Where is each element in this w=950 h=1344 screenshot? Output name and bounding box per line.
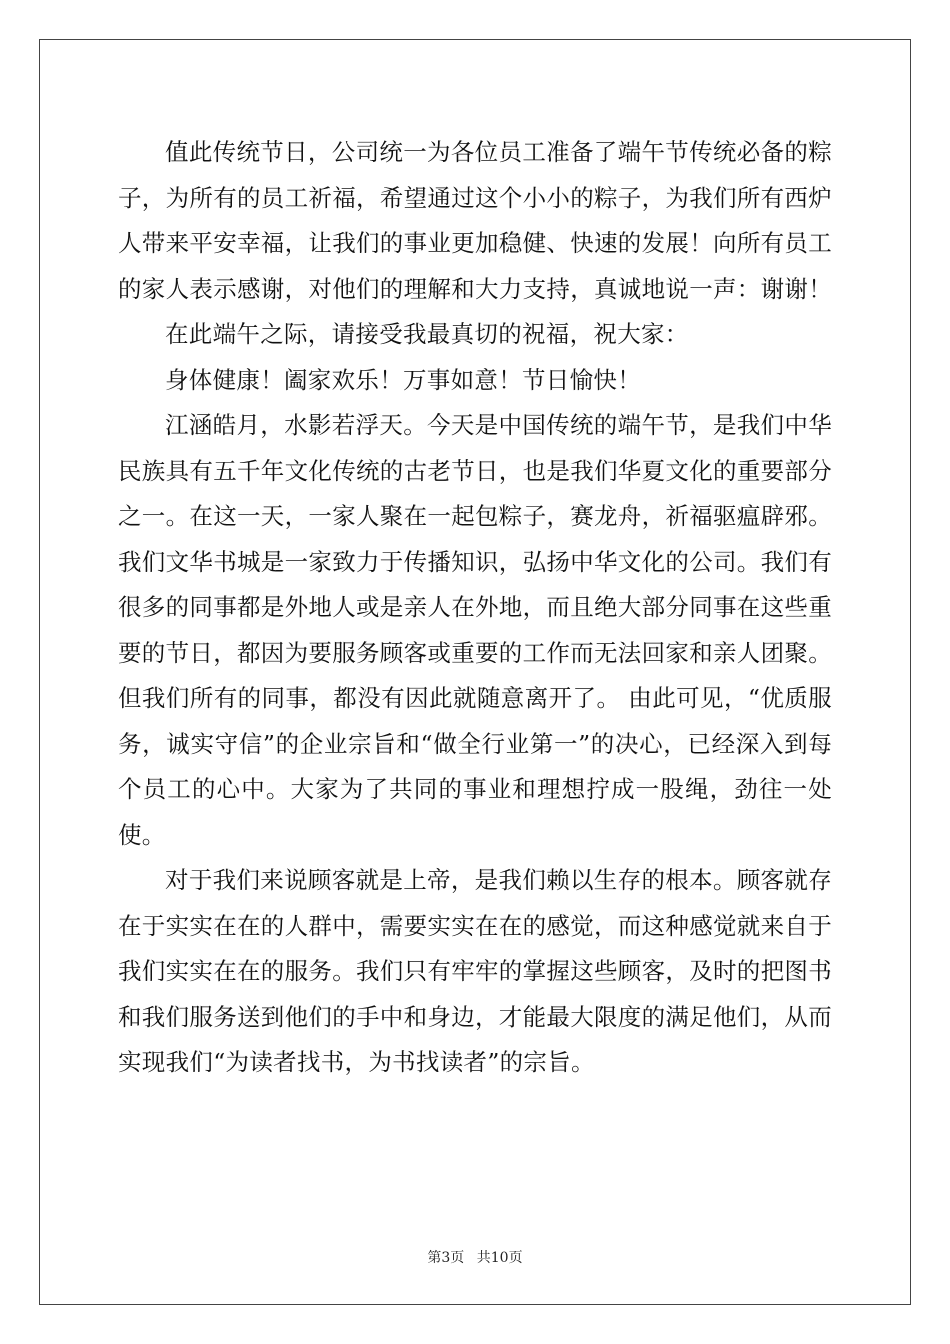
paragraph-5: 对于我们来说顾客就是上帝，是我们赖以生存的根本。顾客就存在于实实在在的人群中，需要实实在在的感觉，而这种感觉就来自于我们实实在在的服务。我们只有牢牢的掌握这些顾客，及时的把图书和我们服务送到他们的手中和身边，才能最大限度的满足他们，从而实现我们“为读者找书，为书找读者”的宗旨。: [118, 866, 832, 1076]
paragraph-3: 身体健康！阖家欢乐！万事如意！节日愉快！: [165, 365, 641, 394]
document-body: [118, 130, 832, 1086]
paragraph-1: 值此传统节日，公司统一为各位员工准备了端午节传统必备的粽子，为所有的员工祈福，希望通过这个小小的粽子，为我们所有西炉人带来平安幸福，让我们的事业更加稳健、快速的发展！向所有员工的家人表示感谢，对他们的理解和大力支持，真诚地说一声：谢谢！: [118, 138, 832, 303]
paragraph-2: 在此端午之际，请接受我最真切的祝福，祝大家：: [165, 320, 689, 348]
page-footer: [0, 1247, 950, 1267]
paragraph-4: 江涵皓月，水影若浮天。今天是中国传统的端午节，是我们中华民族具有五千年文化传统的古老节日，也是我们华夏文化的重要部分之一。在这一天，一家人聚在一起包粽子，赛龙舟，祈福驱瘟辟邪。我们文华书城是一家致力于传播知识，弘扬中华文化的公司。我们有很多的同事都是外地人或是亲人在外地，而且绝大部分同事在这些重要的节日，都因为要服务顾客或重要的工作而无法回家和亲人团聚。但我们所有的同事，都没有因此就随意离开了。 由此可见，“优质服务，诚实守信”的企业宗旨和“做全行业第一”的决心，已经深入到每个员工的心中。大家为了共同的事业和理想拧成一股绳，劲往一处使。: [118, 411, 832, 849]
total-pages: 共10页: [476, 1250, 523, 1266]
page-number: 第3页: [427, 1250, 465, 1266]
